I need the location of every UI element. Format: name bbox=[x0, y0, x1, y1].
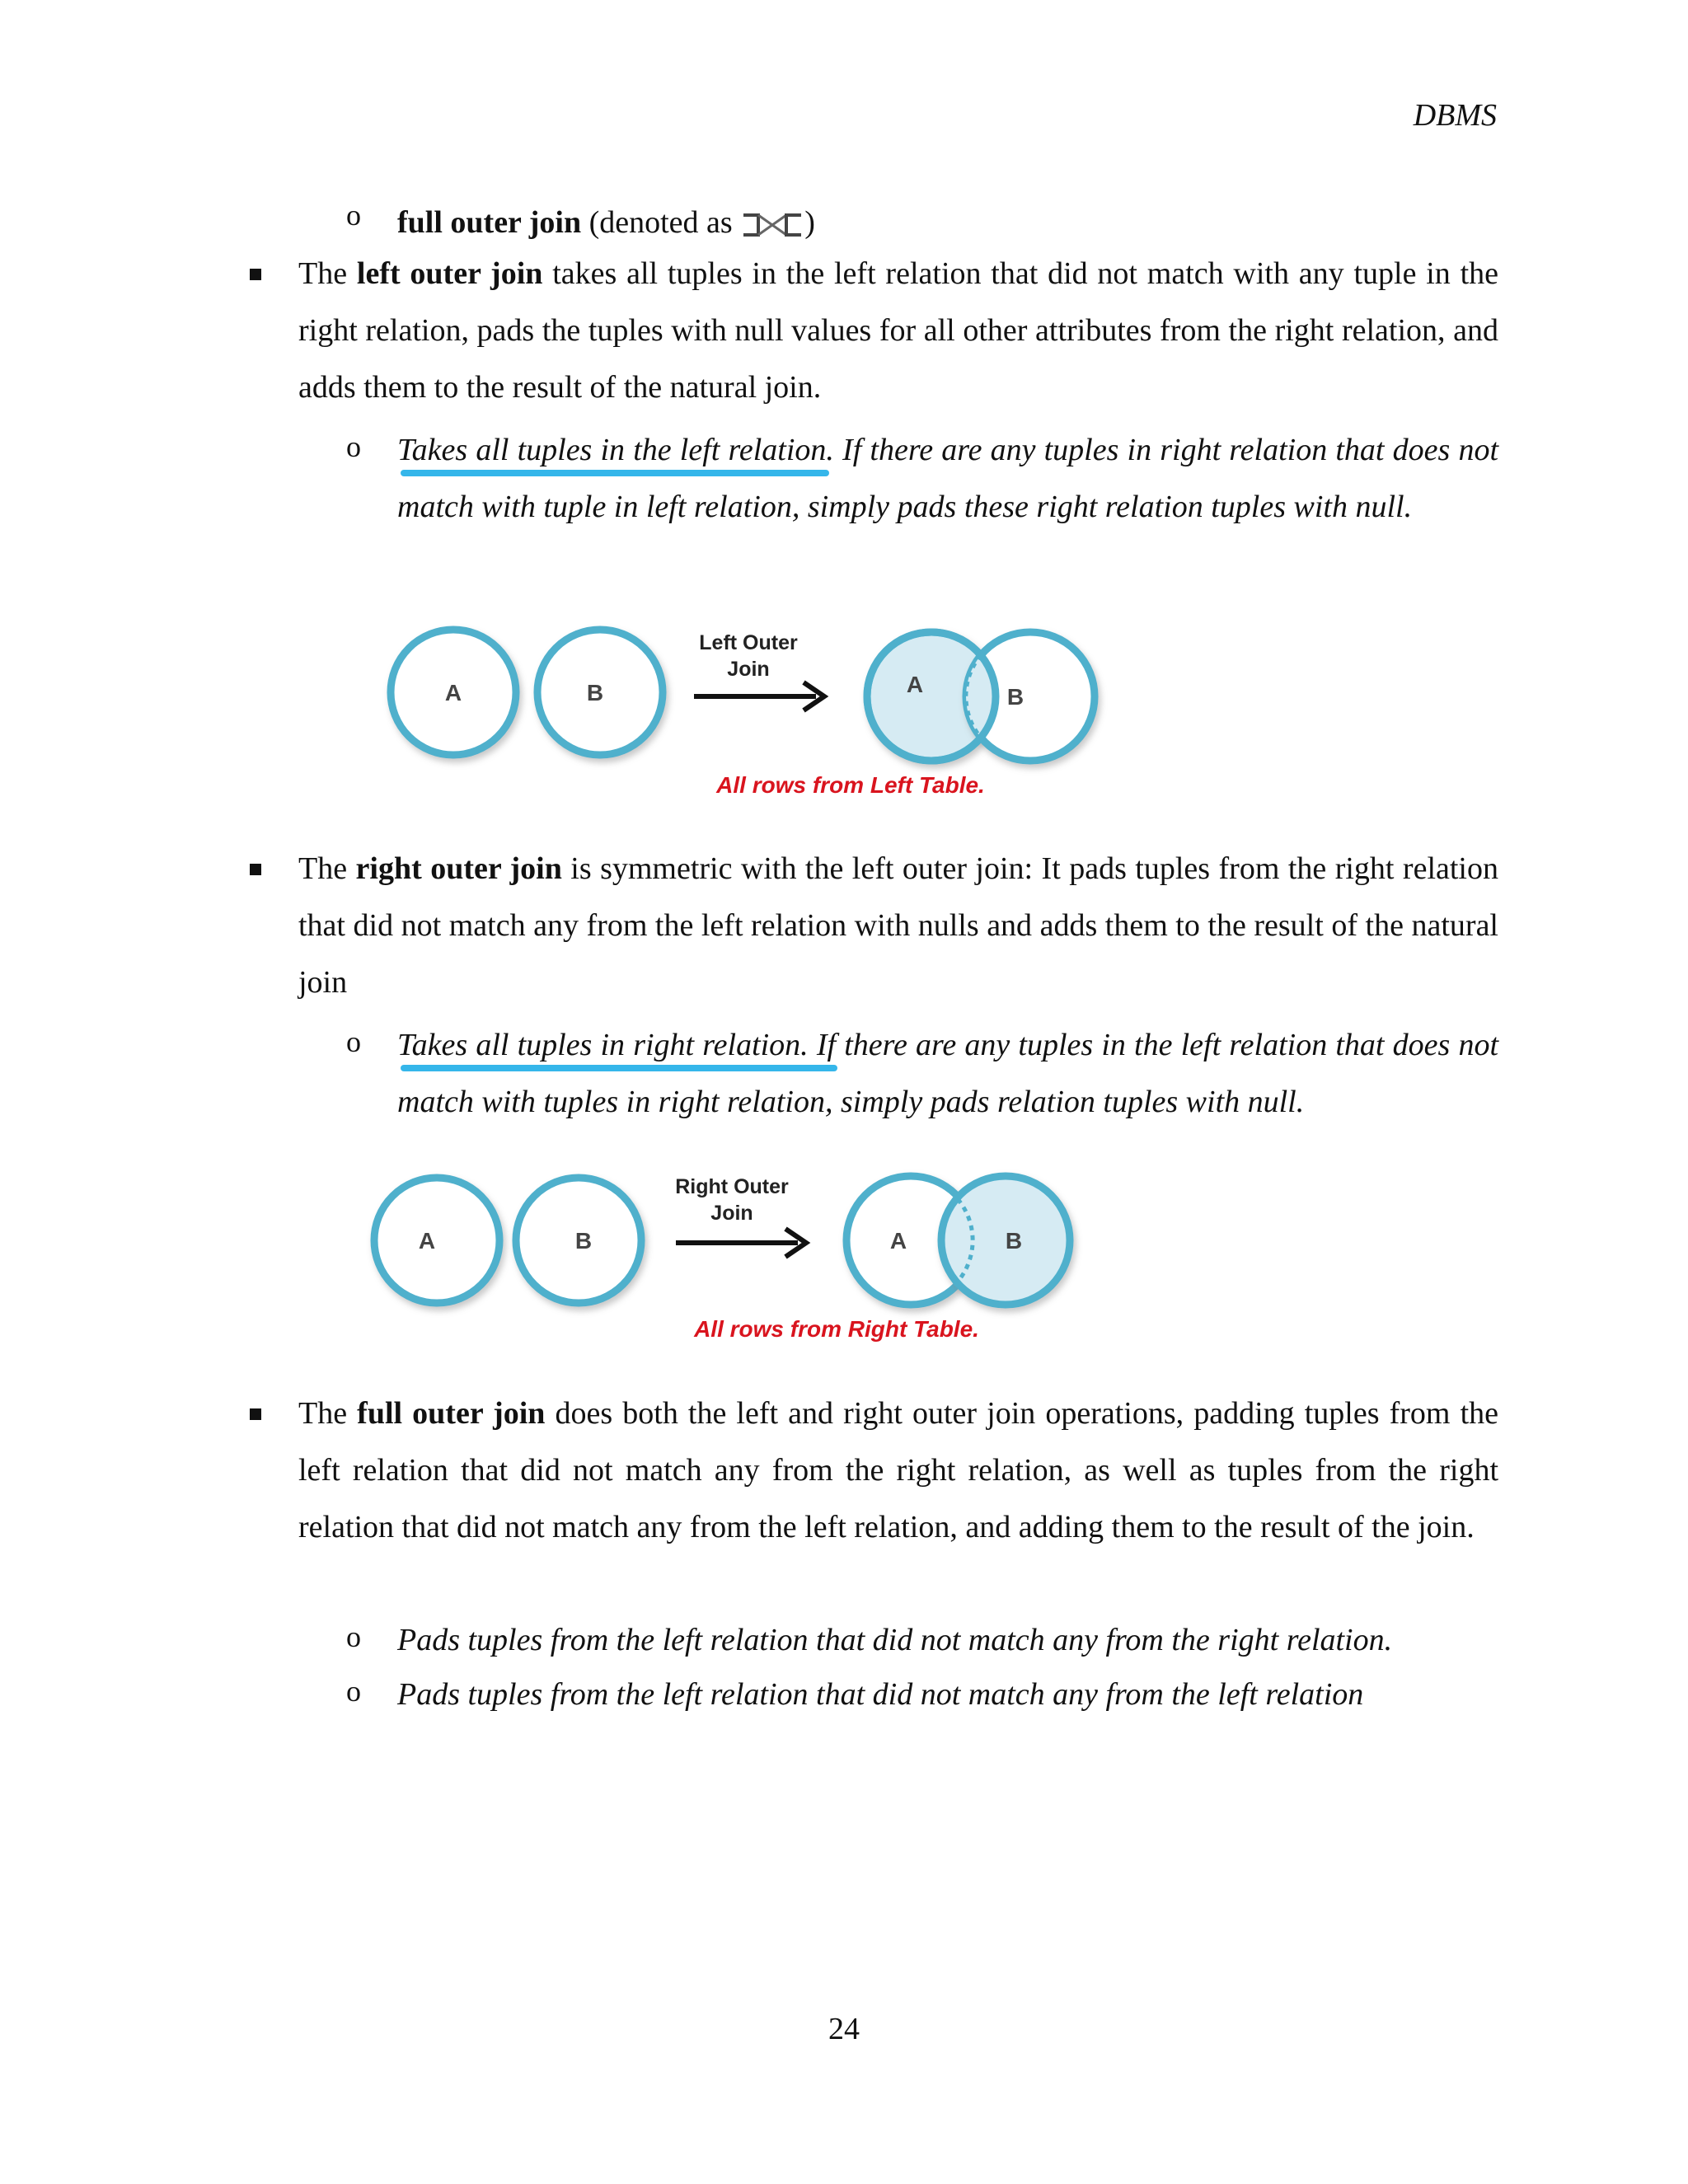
right-outer-text: is symmetric with the left outer join: It pads tuples from the right relation that did not match any from the left relation with nulls and adds them to the result of the natural join bbox=[298, 851, 1498, 1000]
full-outer-note-1: Pads tuples from the left relation that did not match any from the right relation. bbox=[397, 1623, 1393, 1657]
full-outer-intro-text: (denoted as bbox=[581, 205, 741, 240]
right-outer-join-diagram bbox=[363, 1154, 1154, 1352]
full-outer-intro-line bbox=[397, 194, 1498, 251]
left-outer-join-diagram bbox=[379, 610, 1170, 808]
full-outer-para-term: full outer join bbox=[357, 1396, 546, 1431]
sub-bullet-marker: o bbox=[346, 1025, 361, 1058]
arrow-label-line2: Join bbox=[727, 658, 770, 681]
arrow-label-line1: Left Outer bbox=[699, 631, 798, 654]
right-diagram-caption: All rows from Right Table. bbox=[694, 1316, 979, 1342]
result-a-label: A bbox=[906, 672, 924, 697]
page-number: 24 bbox=[828, 2012, 860, 2046]
circle-a-label: A bbox=[444, 680, 462, 705]
highlight-underline bbox=[401, 470, 829, 476]
full-outer-note-2: Pads tuples from the left relation that did not match any from the left relation bbox=[397, 1677, 1364, 1712]
left-outer-note: Takes all tuples in the left relation. If there are any tuples in right relation that does not match with tuple in left relation, simply pads these right relation tuples with null. bbox=[397, 433, 1498, 524]
left-outer-text: takes all tuples in the left relation that did not match with any tuple in the right relation, pads the tuples with null values for all other attributes from the right relation, and adds them to the result of the natural join. bbox=[298, 256, 1499, 405]
circle-b-label: B bbox=[574, 1228, 593, 1254]
right-outer-lead: The bbox=[298, 851, 356, 886]
right-outer-paragraph bbox=[298, 841, 1498, 1011]
circle-b-label: B bbox=[586, 680, 604, 705]
arrow-label-line1: Right Outer bbox=[675, 1175, 789, 1198]
full-outer-term: full outer join bbox=[397, 205, 582, 240]
left-outer-term: left outer join bbox=[356, 256, 543, 291]
sub-bullet-marker: o bbox=[346, 1620, 361, 1653]
full-outer-text: does both the left and right outer join operations, padding tuples from the left relation that did not match any from the right relation, as well as tuples from the right relation that did not match any from the left relation, and adding them to the result of the join. bbox=[298, 1396, 1498, 1544]
highlight-underline bbox=[401, 1065, 837, 1071]
left-outer-paragraph bbox=[298, 246, 1498, 416]
full-outer-join-symbol-icon bbox=[740, 209, 804, 241]
full-outer-intro-close: ) bbox=[804, 205, 815, 240]
bullet-square-icon bbox=[250, 864, 261, 875]
circle-a-right bbox=[374, 1178, 499, 1303]
result-b-label: B bbox=[1006, 684, 1025, 710]
arrow-label-line2: Join bbox=[710, 1202, 753, 1225]
full-outer-lead: The bbox=[298, 1396, 358, 1431]
sub-bullet-marker: o bbox=[346, 199, 361, 232]
right-outer-term: right outer join bbox=[355, 851, 562, 886]
left-diagram-caption: All rows from Left Table. bbox=[716, 772, 985, 798]
bullet-square-icon bbox=[250, 269, 261, 280]
page-header-title: DBMS bbox=[1413, 98, 1497, 133]
bullet-square-icon bbox=[250, 1408, 261, 1420]
full-outer-paragraph bbox=[298, 1385, 1498, 1556]
result-a-label: A bbox=[889, 1228, 907, 1254]
left-outer-lead: The bbox=[298, 256, 357, 291]
result-b-label: B bbox=[1005, 1228, 1023, 1254]
sub-bullet-marker: o bbox=[346, 430, 361, 463]
right-outer-note: Takes all tuples in right relation. If there are any tuples in the left relation that does not match with tuples in right relation, simply pads relation tuples with null. bbox=[397, 1028, 1498, 1119]
circle-a-label: A bbox=[418, 1228, 436, 1254]
sub-bullet-marker: o bbox=[346, 1675, 361, 1708]
